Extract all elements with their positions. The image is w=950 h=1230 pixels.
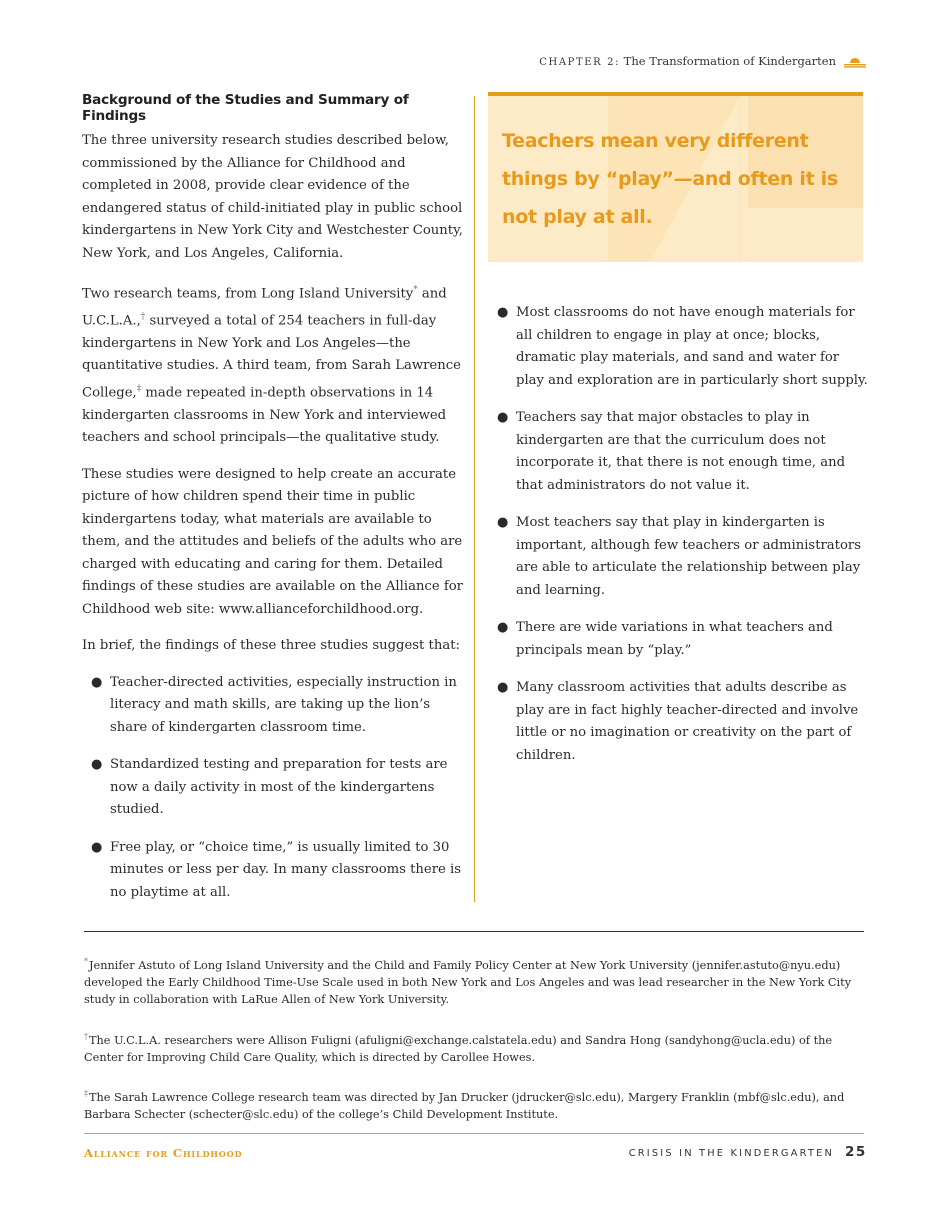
bullet-icon: ● xyxy=(91,674,103,690)
list-item-text: Most teachers say that play in kindergarten is important, although few teachers or administrators are able to articulate the relationship between play and learning. xyxy=(516,515,861,598)
list-item xyxy=(488,617,868,662)
running-header xyxy=(420,54,836,68)
sun-rising-icon xyxy=(844,53,866,66)
right-column xyxy=(488,302,868,782)
list-item-text: Many classroom activities that adults describe as play are in fact highly teacher-directed and involve little or no imagination or creativity on the part of children. xyxy=(516,680,859,763)
bullet-icon: ● xyxy=(91,757,103,773)
footnote-mark: * xyxy=(84,957,88,966)
list-item xyxy=(488,407,868,497)
intro-paragraph: The three university research studies described below, commissioned by the Alliance for Childhood and completed in 2008, provide clear evidence of the endangered status of child-initiated play in public school kindergartens in New York City and Westchester County, New York, and Los Angeles, California. xyxy=(82,133,463,261)
bullet-icon: ● xyxy=(497,305,509,320)
list-item-text: Teachers say that major obstacles to play in kindergarten are that the curriculum does not incorporate it, that there is not enough time, and that administrators do not value it. xyxy=(516,410,846,493)
footnote-mark: * xyxy=(413,285,418,295)
pullquote-text: Teachers mean very different things by “play”—and often it is not play at all. xyxy=(502,130,838,228)
list-item-text: There are wide variations in what teachers and principals mean by “play.” xyxy=(516,620,833,658)
footnote xyxy=(84,1028,864,1066)
publication-title: CRISIS IN THE KINDERGARTEN xyxy=(628,1148,834,1159)
footnote-text: The U.C.L.A. researchers were Allison Fuligni (afuligni@exchange.calstatela.edu) and Sandra Hong (sandyhong@ucla.edu) of the Center for Improving Child Care Quality, which is directed by Carollee Howes. xyxy=(84,1033,833,1064)
paragraph-text: and U.C.L.A., xyxy=(82,286,447,329)
footnote-mark: ‡ xyxy=(136,383,142,394)
footnote xyxy=(84,1085,864,1123)
list-item-text: Standardized testing and preparation for tests are now a daily activity in most of the kindergartens studied. xyxy=(110,757,448,818)
footnote-mark: † xyxy=(140,311,146,322)
column-divider xyxy=(474,96,475,902)
studies-purpose-paragraph: These studies were designed to help create an accurate picture of how children spend their time in public kindergartens today, what materials are available to them, and the attitudes and beliefs of the adults who are charged with educating and caring for them. Detailed findings of these studies are available on the Alliance for Childhood web site: www.allianceforchildhood.org. xyxy=(82,466,463,617)
chapter-title: The Transformation of Kindergarten xyxy=(623,54,836,68)
footnote-divider xyxy=(84,931,864,932)
bullet-icon: ● xyxy=(497,515,509,530)
list-item xyxy=(488,512,868,602)
chapter-label: CHAPTER 2: xyxy=(539,57,621,68)
list-item-text: Teacher-directed activities, especially instruction in literacy and math skills, are taking up the lion’s share of kindergarten classroom time. xyxy=(110,674,457,735)
findings-intro-paragraph: In brief, the findings of these three studies suggest that: xyxy=(82,638,460,654)
paragraph-text: surveyed a total of 254 teachers in full-day kindergartens in New York and Los Angeles—the quantitative studies. A third team, from Sarah Lawrence College, xyxy=(82,313,461,401)
footnote-mark: † xyxy=(84,1031,88,1041)
footnote-text: The Sarah Lawrence College research team was directed by Jan Drucker (jdrucker@slc.edu), Margery Franklin (mbf@slc.edu), and Barbara Schecter (schecter@slc.edu) of the college’s Child Development Institute. xyxy=(84,1090,845,1122)
organization-name: Alliance for Childhood xyxy=(84,1146,243,1160)
bullet-icon: ● xyxy=(497,410,509,425)
research-teams-paragraph xyxy=(82,279,466,450)
list-item xyxy=(82,672,466,740)
footnote-mark: ‡ xyxy=(84,1089,88,1099)
list-item xyxy=(82,754,466,822)
list-item-text: Most classrooms do not have enough materials for all children to engage in play at once; blocks, dramatic play materials, and sand and water for play and exploration are in particularly short supply. xyxy=(516,305,868,388)
paragraph-text: made repeated in-depth observations in 14 kindergarten classrooms in New York and interviewed teachers and school principals—the qualitative study. xyxy=(82,385,447,446)
footnote xyxy=(84,953,864,1009)
section-heading: Background of the Studies and Summary of Findings xyxy=(82,92,409,124)
list-item xyxy=(488,677,868,767)
list-item xyxy=(488,302,868,392)
pullquote-box xyxy=(488,92,863,262)
footnotes xyxy=(84,953,864,1142)
bullet-icon: ● xyxy=(497,620,509,635)
page-number: 25 xyxy=(845,1144,867,1160)
footer-divider xyxy=(84,1133,864,1134)
bullet-icon: ● xyxy=(497,680,509,695)
list-item xyxy=(82,837,466,905)
bullet-icon: ● xyxy=(91,839,103,855)
findings-list-right xyxy=(488,302,868,767)
findings-list-left xyxy=(82,672,466,905)
left-column xyxy=(82,92,466,919)
footnote-text: Jennifer Astuto of Long Island University and the Child and Family Policy Center at New York University (jennifer.astuto@nyu.edu) developed the Early Childhood Time-Use Scale used in both New York and Los Angeles and was lead researcher in the New York City study in collaboration with LaRue Allen of New York University. xyxy=(84,958,852,1007)
paragraph-text: Two research teams, from Long Island University xyxy=(82,286,414,302)
list-item-text: Free play, or “choice time,” is usually limited to 30 minutes or less per day. In many classrooms there is no playtime at all. xyxy=(110,839,462,900)
